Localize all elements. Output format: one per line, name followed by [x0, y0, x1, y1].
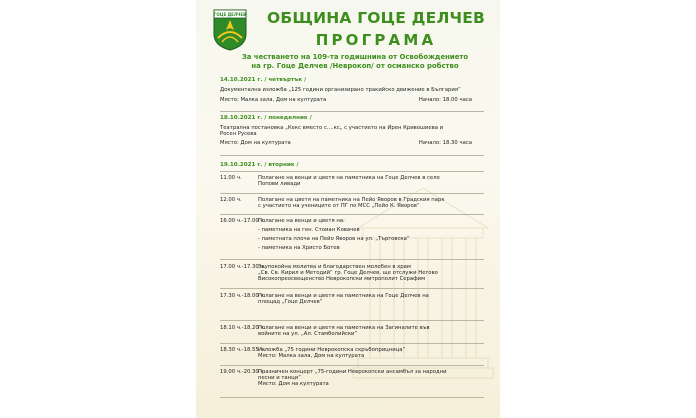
event-description: Театрална постановка „Кекс вместо с....кс„ с участието на Ирен Кривошиева и — [220, 125, 444, 131]
schedule-time: 18.10 ч.-18.20 ч. — [220, 325, 266, 331]
program-poster — [196, 0, 500, 418]
divider — [220, 171, 484, 172]
schedule-text — [258, 325, 488, 337]
schedule-line: - паметната плоча на Пейо Яворов на ул. „Търговска“ — [258, 236, 410, 242]
schedule-text — [258, 218, 488, 251]
schedule-text — [258, 369, 488, 387]
schedule-line: „Св. Св. Кирил и Методий“ гр. Гоце Делчев, ще отслужи Негово — [258, 270, 438, 276]
event-details — [220, 97, 494, 103]
schedule-line: Полагане на венци и цветя на паметника на Загиналите във — [258, 325, 430, 331]
event-start: Начало: 18.30 часа — [418, 140, 472, 146]
schedule-text — [258, 197, 488, 209]
schedule-line: Полагане на венци и цветя на паметника на Гоце Делчев в село — [258, 175, 440, 181]
divider — [220, 155, 484, 156]
divider — [220, 259, 484, 260]
schedule-time: 17.30 ч.-18.00 ч. — [220, 293, 266, 299]
divider — [220, 365, 484, 366]
schedule-line: Заупокойна молитва и благодарствен молебен в храм — [258, 264, 411, 270]
divider — [220, 214, 484, 215]
schedule-line: Място: Дом на културата — [258, 381, 329, 387]
schedule-line: песни и танци“ — [258, 375, 301, 381]
event-description: Росен Русева — [220, 131, 257, 137]
divider — [220, 397, 484, 398]
schedule-time: 12.00 ч. — [220, 197, 242, 203]
event-date: 19.10.2021 г. / вторник / — [220, 162, 299, 168]
schedule-text — [258, 347, 488, 359]
municipality-crest — [212, 8, 248, 52]
schedule-line: Полагане на венци и цветя на: — [258, 218, 345, 224]
schedule-line: Високопреосвещенство Неврокопски митрополит Серафим — [258, 276, 426, 282]
schedule-line: - паметника на Христо Ботев — [258, 245, 340, 251]
event-1 — [220, 77, 494, 103]
svg-text:ГОЦЕ ДЕЛЧЕВ: ГОЦЕ ДЕЛЧЕВ — [213, 12, 247, 17]
schedule-line: площад „Гоце Делчев“ — [258, 299, 323, 305]
schedule-time: 18.30 ч.-18.55 ч. — [220, 347, 266, 353]
divider — [220, 343, 484, 344]
event-place: Място: Дом на културата — [220, 140, 291, 146]
schedule-time: 16.00 ч.-17.00 ч. — [220, 218, 266, 224]
event-date: 18.10.2021 г. / понеделник / — [220, 115, 312, 121]
intro-line: За честването на 109-та годишнина от Освобождението — [241, 53, 469, 61]
schedule-text — [258, 264, 488, 282]
event-place: Място: Малка зала, Дом на културата — [220, 97, 327, 103]
divider — [220, 111, 484, 112]
event-date: 14.10.2021 г. / четвъртък / — [220, 77, 307, 83]
schedule-text — [258, 293, 488, 305]
event-2 — [220, 115, 494, 146]
schedule-line: Празничен концерт „75-години Неврокопски ансамбъл за народни — [258, 369, 447, 375]
schedule-line: Полагане на цветя на паметника на Пейо Яворов в Градския парк — [258, 197, 445, 203]
intro-text — [220, 53, 490, 72]
schedule-line: Изложба „75 години Неврокопска скръбоприцница“ — [258, 347, 406, 353]
event-description: Документална изложба „125 години организирано тракийско движение в България“ — [220, 87, 461, 93]
schedule-text — [258, 175, 488, 187]
schedule-line: Полагане на венци и цветя на паметника на Гоце Делчев на — [258, 293, 429, 299]
intro-line: на гр. Гоце Делчев /Неврокоп/ от османско робство — [251, 62, 459, 71]
event-3-date — [220, 162, 494, 168]
page-title: ОБЩИНА ГОЦЕ ДЕЛЧЕВ — [266, 9, 486, 27]
schedule-time: 17.00 ч.-17.30 ч. — [220, 264, 266, 270]
schedule-line: - паметника на ген. Стоиан Ковачев — [258, 227, 360, 233]
schedule-line: войните на ул. „Ал. Стамболийски“ — [258, 331, 358, 337]
schedule-time: 19.00 ч.-20.30 ч. — [220, 369, 266, 375]
schedule-line: Попови ливади — [258, 181, 301, 187]
event-start: Начало: 18.00 часа — [418, 97, 472, 103]
schedule-line: Място: Малка зала, Дом на културата — [258, 353, 365, 359]
schedule-time: 11.00 ч. — [220, 175, 242, 181]
divider — [220, 288, 484, 289]
divider — [220, 193, 484, 194]
divider — [220, 320, 484, 321]
program-heading: ПРОГРАМА — [315, 31, 437, 49]
event-details — [220, 140, 494, 146]
schedule-line: с участието на учениците от ПГ по МСС „Пейо К. Яворов“ — [258, 203, 420, 209]
